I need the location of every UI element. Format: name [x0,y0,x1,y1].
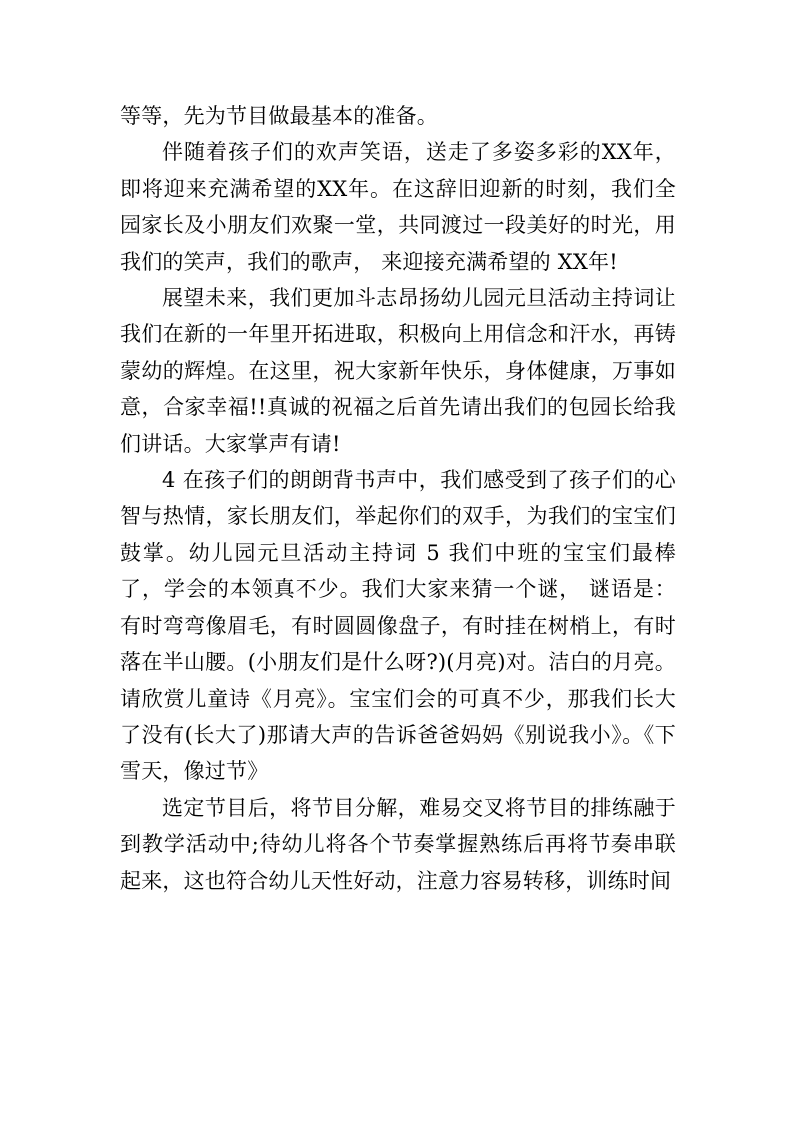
paragraph-riddle: 4 在孩子们的朗朗背书声中，我们感受到了孩子们的心智与热情，家长朋友们，举起你们的双手，为我们的宝宝们鼓掌。幼儿园元旦活动主持词 5 我们中班的宝宝们最棒了，学会的本领真不少。我们大家来猜一个谜， 谜语是：有时弯弯像眉毛，有时圆圆像盘子，有时挂在树梢上，有时落在半山腰。(小朋友们是什么呀?)(月亮)对。洁白的月亮。请欣赏儿童诗《月亮》。宝宝们会的可真不少，那我们长大了没有(长大了)那请大声的告诉爸爸妈妈《别说我小》。《下雪天，像过节》 [120,468,676,784]
paragraph-new-year-greeting: 伴随着孩子们的欢声笑语，送走了多姿多彩的XX年，即将迎来充满希望的XX年。在这辞旧迎新的时刻，我们全园家长及小朋友们欢聚一堂，共同渡过一段美好的时光，用我们的笑声，我们的歌声， 来迎接充满希望的 XX年! [120,140,676,274]
paragraph-outlook: 展望未来，我们更加斗志昂扬幼儿园元旦活动主持词让我们在新的一年里开拓进取，积极向上用信念和汗水，再铸蒙幼的辉煌。在这里，祝大家新年快乐，身体健康，万事如意，合家幸福!!真诚的祝福之后首先请出我们的包园长给我们讲话。大家掌声有请! [120,286,676,456]
paragraph-continuation: 等等，先为节目做最基本的准备。 [120,104,438,128]
paragraph-program-selection: 选定节目后，将节目分解，难易交叉将节目的排练融于到教学活动中;待幼儿将各个节奏掌握熟练后再将节奏串联起来，这也符合幼儿天性好动，注意力容易转移，训练时间 [120,795,676,893]
document-body [120,98,676,899]
